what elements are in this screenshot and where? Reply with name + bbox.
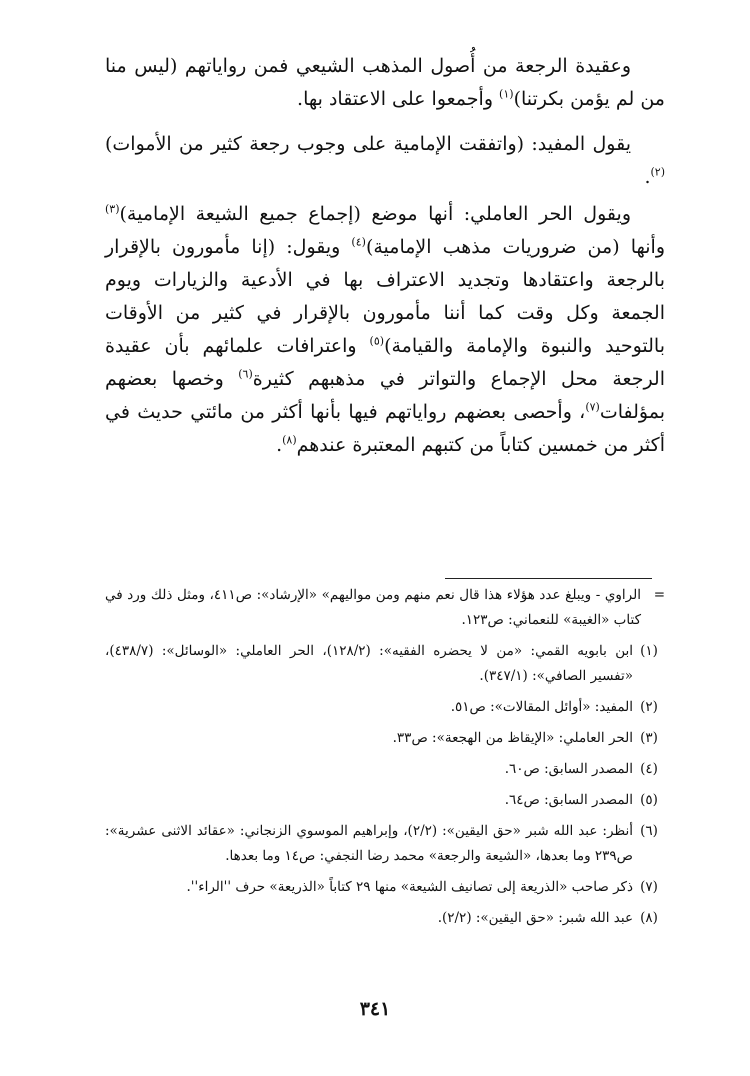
footnote-number: (٨) [640, 910, 658, 926]
paragraph-1-text-a: وعقيدة الرجعة من أُصول المذهب الشيعي فمن رواياتهم (ليس منا من لم يؤمن بكرتنا) [105, 55, 665, 110]
footnote-text: عبد الله شبر: «حق اليقين»: (٢/٢). [437, 910, 633, 926]
footnote-continuation [105, 583, 665, 633]
paragraph-2 [105, 128, 665, 194]
footnote-ref-7: (٧) [585, 400, 600, 414]
footnote-7 [105, 875, 665, 900]
footnote-text: المصدر السابق: ص٦٠. [504, 761, 633, 777]
footnote-4 [105, 757, 665, 782]
footnote-8 [105, 906, 665, 931]
footnote-number: (١) [640, 643, 658, 659]
footnote-number: (٢) [640, 699, 658, 715]
footnote-ref-4: (٤) [351, 235, 366, 249]
footnote-number: (٧) [640, 879, 658, 895]
paragraph-3-text-g: . [276, 434, 283, 456]
paragraph-2-text-a: يقول المفيد: (واتفقت الإمامية على وجوب رجعة كثير من الأموات) [105, 133, 631, 155]
footnote-text: أنظر: عبد الله شبر «حق اليقين»: (٢/٢)، وإبراهيم الموسوي الزنجاني: «عقائد الاثنى عشرية»: ص٢٣٩ وما بعدها، «الشيعة والرجعة» محمد رضا النجفي: ص١٤ وما بعدها. [105, 823, 633, 864]
paragraph-1 [105, 50, 665, 116]
main-text [105, 50, 665, 462]
paragraph-3-text-f: ، وأحصى بعضهم رواياتهم فيها بأنها أكثر من مائتي حديث في أكثر من خمسين كتاباً من كتبهم المعتبرة عندهم [105, 401, 665, 456]
footnote-ref-3: (٣) [105, 202, 120, 216]
footnote-number: (٣) [640, 730, 658, 746]
page-number: ٣٤١ [359, 998, 391, 1020]
footnote-ref-5: (٥) [369, 334, 385, 348]
footnote-5 [105, 788, 665, 813]
paragraph-3-text-c: ويقول: (إنا مأمورون بالإقرار بالرجعة واعتقادها وتجديد الاعتراف بها في الأدعية والزيارات ويوم الجمعة وكل وقت كما أننا مأمورون بالإقرار في كثير من الأوقات بالتوحيد والنبوة والإمامة والقيامة) [105, 236, 665, 357]
footnote-2 [105, 695, 665, 720]
footnote-ref-2: (٢) [650, 165, 665, 179]
footnote-text: ابن بابويه القمي: «من لا يحضره الفقيه»: (١٢٨/٢)، الحر العاملي: «الوسائل»: (٤٣٨/٧)، «تفسير الصافي»: (٣٤٧/١). [105, 643, 634, 684]
footnote-number: (٥) [640, 792, 658, 808]
footnote-separator [445, 578, 652, 579]
paragraph-3-text-e: وخصها بعضهم بمؤلفات [105, 368, 665, 423]
footnote-1 [105, 639, 665, 689]
paragraph-3 [105, 198, 665, 462]
footnotes [105, 583, 665, 931]
footnote-ref-6: (٦) [238, 367, 253, 381]
footnote-number: (٤) [640, 761, 658, 777]
footnote-ref-1: (١) [499, 87, 514, 101]
paragraph-3-text-b: وأنها (من ضروريات مذهب الإمامية) [365, 236, 665, 258]
paragraph-3-text-d: واعترافات علمائهم بأن عقيدة الرجعة محل الإجماع والتواتر في مذهبهم كثيرة [105, 335, 665, 390]
footnote-ref-8: (٨) [282, 433, 297, 447]
paragraph-3-text-a: ويقول الحر العاملي: أنها موضع (إجماع جميع الشيعة الإمامية) [119, 203, 631, 225]
paragraph-2-text-b: . [644, 166, 651, 188]
continuation-marker: = [653, 587, 665, 603]
footnote-6 [105, 819, 665, 869]
paragraph-1-text-b: وأجمعوا على الاعتقاد بها. [297, 88, 500, 110]
footnote-3 [105, 726, 665, 751]
footnote-text: المفيد: «أوائل المقالات»: ص٥١. [450, 699, 633, 715]
footnote-text: ذكر صاحب «الذريعة إلى تصانيف الشيعة» منها ٢٩ كتاباً «الذريعة» حرف ''الراء''. [186, 879, 633, 895]
footnote-text: الحر العاملي: «الإيقاظ من الهجعة»: ص٣٣. [392, 730, 633, 746]
footnote-number: (٦) [640, 823, 658, 839]
continuation-text: الراوي - ويبلغ عدد هؤلاء هذا قال نعم منهم ومن مواليهم» «الإرشاد»: ص٤١١، ومثل ذلك ورد في كتاب «الغيبة» للنعماني: ص١٢٣. [105, 587, 641, 628]
footnote-text: المصدر السابق: ص٦٤. [504, 792, 633, 808]
